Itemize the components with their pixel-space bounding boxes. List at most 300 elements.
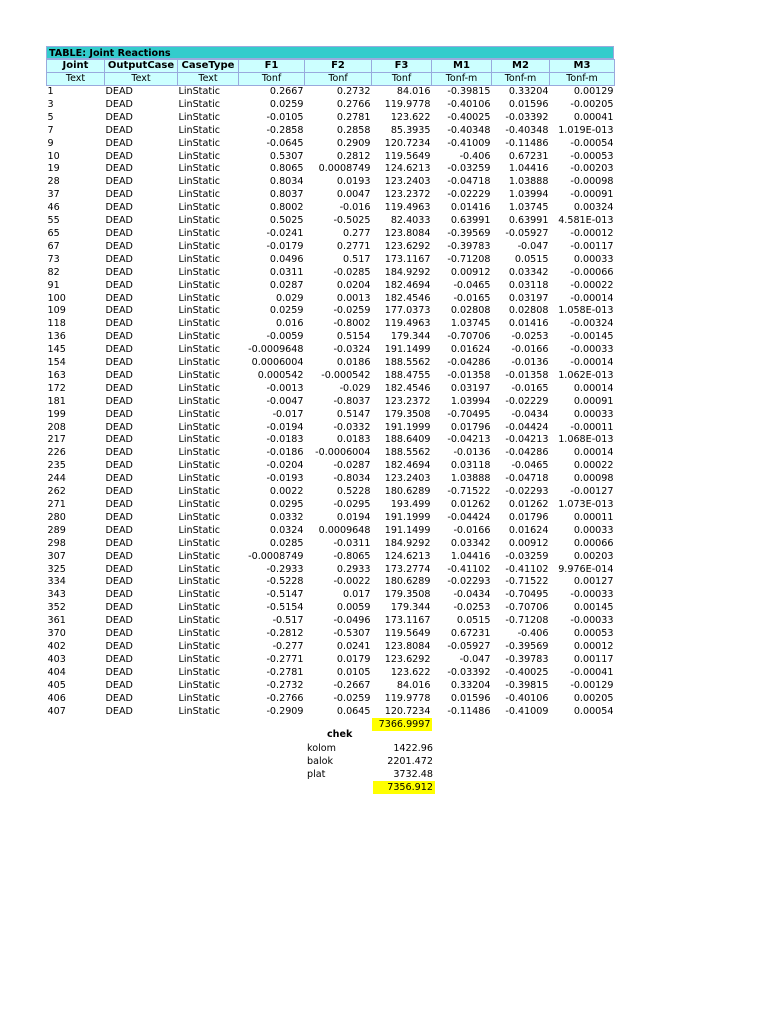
cell-joint: 46	[47, 202, 60, 214]
cell-joint: 343	[47, 589, 66, 601]
cell-m1: -0.406	[459, 150, 491, 162]
cell-joint: 199	[47, 408, 66, 420]
cell-m3: -0.00117	[570, 240, 614, 252]
cell-casetype: LinStatic	[178, 615, 221, 627]
cell-joint: 280	[47, 511, 66, 523]
cell-m2: 0.01624	[508, 524, 549, 536]
table-row	[47, 564, 615, 577]
cell-m1: 0.03197	[450, 382, 491, 394]
table-row	[47, 163, 615, 176]
cell-f3: 184.9292	[384, 537, 431, 549]
cell-m3: 0.00014	[573, 382, 614, 394]
cell-m3: 0.00022	[573, 460, 614, 472]
col-header-casetype: CaseType	[178, 60, 239, 73]
cell-outputcase: DEAD	[105, 279, 133, 291]
cell-f2: -0.0006004	[315, 447, 371, 459]
cell-m2: 1.03994	[508, 189, 549, 201]
cell-casetype: LinStatic	[178, 537, 221, 549]
cell-outputcase: DEAD	[105, 511, 133, 523]
cell-f2: -0.8034	[333, 473, 371, 485]
cell-casetype: LinStatic	[178, 279, 221, 291]
cell-m1: -0.0165	[453, 292, 491, 304]
cell-f3: 119.9778	[384, 98, 431, 110]
cell-f1: -0.2771	[266, 653, 304, 665]
cell-f2: 0.277	[343, 227, 371, 239]
cell-f1: -0.5154	[266, 602, 304, 614]
cell-m3: 0.00129	[573, 86, 614, 97]
cell-m2: 0.01796	[508, 511, 549, 523]
cell-m2: -0.0136	[511, 357, 549, 369]
table-row	[47, 589, 615, 602]
cell-casetype: LinStatic	[178, 434, 221, 446]
cell-f2: -0.016	[339, 202, 371, 214]
cell-m1: -0.0465	[453, 279, 491, 291]
cell-f1: -0.017	[272, 408, 304, 420]
cell-outputcase: DEAD	[105, 150, 133, 162]
cell-m3: -0.00324	[570, 318, 614, 330]
cell-f3: 184.9292	[384, 266, 431, 278]
cell-m3: -0.00127	[570, 486, 614, 498]
col-header-m3: M3	[550, 60, 615, 73]
cell-f1: -0.0186	[266, 447, 304, 459]
cell-f1: 0.0285	[269, 537, 304, 549]
cell-casetype: LinStatic	[178, 408, 221, 420]
cell-f1: 0.8037	[269, 189, 304, 201]
cell-m1: -0.02229	[447, 189, 491, 201]
cell-joint: 244	[47, 473, 66, 485]
table-row	[47, 318, 615, 331]
cell-m3: 9.976E-014	[558, 563, 614, 575]
cell-m3: -0.00091	[570, 189, 614, 201]
cell-m3: -0.00014	[570, 292, 614, 304]
cell-joint: 262	[47, 486, 66, 498]
cell-m3: 0.00091	[573, 395, 614, 407]
cell-f1: -0.277	[272, 640, 304, 652]
cell-m2: -0.0166	[511, 344, 549, 356]
cell-m2: -0.406	[517, 628, 549, 640]
cell-m1: -0.39783	[447, 240, 491, 252]
cell-joint: 407	[47, 705, 66, 717]
cell-casetype: LinStatic	[178, 499, 221, 510]
unit-f1: Tonf	[239, 73, 305, 86]
cell-m1: -0.0253	[453, 602, 491, 614]
cell-casetype: LinStatic	[178, 240, 221, 252]
cell-f3: 119.9778	[384, 692, 431, 704]
cell-m2: -0.04286	[505, 447, 549, 459]
check-row	[305, 768, 435, 781]
cell-joint: 9	[47, 137, 54, 149]
cell-f2: -0.0259	[333, 305, 371, 317]
table-row	[47, 628, 615, 641]
table-row	[47, 641, 615, 654]
cell-joint: 154	[47, 357, 66, 369]
cell-f1: 0.0295	[269, 499, 304, 510]
cell-m2: -0.03392	[505, 111, 549, 123]
cell-m3: -0.00203	[570, 163, 614, 175]
col-header-f2: F2	[305, 60, 372, 73]
cell-f1: 0.8002	[269, 202, 304, 214]
cell-f2: 0.2766	[336, 98, 371, 110]
cell-m3: 0.00033	[573, 253, 614, 265]
cell-m1: 0.02808	[450, 305, 491, 317]
table-row	[47, 86, 615, 99]
cell-joint: 118	[47, 318, 66, 330]
cell-f3: 119.4963	[384, 202, 431, 214]
table-row	[47, 228, 615, 241]
cell-joint: 109	[47, 305, 66, 317]
cell-casetype: LinStatic	[178, 344, 221, 356]
cell-outputcase: DEAD	[105, 369, 133, 381]
cell-f3: 188.6409	[384, 434, 431, 446]
cell-outputcase: DEAD	[105, 434, 133, 446]
cell-casetype: LinStatic	[178, 163, 221, 175]
table-body	[47, 86, 615, 719]
cell-m2: -0.40025	[505, 666, 549, 678]
cell-f1: -0.517	[272, 615, 304, 627]
cell-f2: 0.0179	[336, 653, 371, 665]
check-sum: 7356.912	[373, 781, 435, 794]
cell-f1: 0.0324	[269, 524, 304, 536]
cell-joint: 65	[47, 227, 60, 239]
cell-casetype: LinStatic	[178, 692, 221, 704]
check-title: chek	[327, 729, 353, 740]
cell-m2: 0.00912	[508, 537, 549, 549]
table-row	[47, 254, 615, 267]
cell-outputcase: DEAD	[105, 679, 133, 691]
cell-m1: -0.11486	[447, 705, 491, 717]
cell-m3: 0.00117	[573, 653, 614, 665]
cell-joint: 1	[47, 86, 54, 97]
cell-m2: 0.0515	[514, 253, 549, 265]
cell-f1: 0.5307	[269, 150, 304, 162]
cell-outputcase: DEAD	[105, 382, 133, 394]
cell-casetype: LinStatic	[178, 150, 221, 162]
cell-m3: 0.00053	[573, 628, 614, 640]
cell-f1: 0.0332	[269, 511, 304, 523]
cell-m2: -0.71522	[505, 576, 549, 588]
cell-casetype: LinStatic	[178, 486, 221, 498]
cell-f1: -0.0204	[266, 460, 304, 472]
cell-f3: 182.4694	[384, 279, 431, 291]
cell-m3: -0.00033	[570, 589, 614, 601]
cell-joint: 100	[47, 292, 66, 304]
col-header-joint: Joint	[47, 60, 105, 73]
cell-f2: 0.0645	[336, 705, 371, 717]
cell-casetype: LinStatic	[178, 382, 221, 394]
cell-m2: -0.39569	[505, 640, 549, 652]
cell-m1: -0.39815	[447, 86, 491, 97]
check-block	[305, 728, 435, 794]
cell-casetype: LinStatic	[178, 705, 221, 717]
cell-casetype: LinStatic	[178, 253, 221, 265]
cell-joint: 55	[47, 215, 60, 227]
cell-f1: 0.5025	[269, 215, 304, 227]
cell-f3: 180.6289	[384, 576, 431, 588]
cell-f1: 0.2667	[269, 86, 304, 97]
table-row	[47, 99, 615, 112]
cell-f3: 188.4755	[384, 369, 431, 381]
cell-outputcase: DEAD	[105, 524, 133, 536]
cell-casetype: LinStatic	[178, 86, 221, 97]
cell-joint: 403	[47, 653, 66, 665]
cell-f1: -0.2766	[266, 692, 304, 704]
table-row	[47, 331, 615, 344]
cell-m3: 1.019E-013	[558, 124, 614, 136]
cell-outputcase: DEAD	[105, 692, 133, 704]
cell-joint: 298	[47, 537, 66, 549]
cell-m1: -0.40106	[447, 98, 491, 110]
cell-f1: -0.0009648	[248, 344, 304, 356]
cell-f1: 0.0022	[269, 486, 304, 498]
cell-m2: 0.63991	[508, 215, 549, 227]
cell-f1: -0.0047	[266, 395, 304, 407]
cell-f1: -0.2781	[266, 666, 304, 678]
cell-m2: -0.02293	[505, 486, 549, 498]
cell-casetype: LinStatic	[178, 460, 221, 472]
cell-joint: 370	[47, 628, 66, 640]
cell-f3: 119.4963	[384, 318, 431, 330]
table-row	[47, 280, 615, 293]
cell-m3: -0.00066	[570, 266, 614, 278]
table-row	[47, 125, 615, 138]
cell-f2: -0.0259	[333, 692, 371, 704]
unit-f2: Tonf	[305, 73, 372, 86]
cell-m2: -0.39783	[505, 653, 549, 665]
cell-outputcase: DEAD	[105, 318, 133, 330]
cell-f2: 0.0183	[336, 434, 371, 446]
table-row	[47, 138, 615, 151]
cell-m1: -0.41009	[447, 137, 491, 149]
cell-f2: -0.0022	[333, 576, 371, 588]
cell-m2: -0.04213	[505, 434, 549, 446]
cell-joint: 3	[47, 98, 54, 110]
col-header-f3: F3	[372, 60, 432, 73]
cell-m3: -0.00014	[570, 357, 614, 369]
table-row	[47, 486, 615, 499]
unit-joint: Text	[47, 73, 105, 86]
cell-m1: -0.40348	[447, 124, 491, 136]
cell-f2: -0.000542	[321, 369, 371, 381]
cell-f3: 188.5562	[384, 447, 431, 459]
cell-joint: 226	[47, 447, 66, 459]
cell-m2: -0.41009	[505, 705, 549, 717]
cell-casetype: LinStatic	[178, 318, 221, 330]
cell-joint: 402	[47, 640, 66, 652]
cell-outputcase: DEAD	[105, 111, 133, 123]
cell-m3: 1.062E-013	[558, 369, 614, 381]
cell-m3: 0.00324	[573, 202, 614, 214]
joint-reactions-table	[46, 59, 615, 731]
table-row	[47, 422, 615, 435]
cell-joint: 163	[47, 369, 66, 381]
cell-m3: 1.073E-013	[558, 499, 614, 510]
cell-m1: 0.01624	[450, 344, 491, 356]
table-row	[47, 525, 615, 538]
cell-f2: 0.0059	[336, 602, 371, 614]
table-row	[47, 370, 615, 383]
table-row	[47, 396, 615, 409]
cell-f3: 119.5649	[384, 150, 431, 162]
cell-m1: -0.0434	[453, 589, 491, 601]
unit-m1: Tonf-m	[432, 73, 492, 86]
cell-m1: -0.71208	[447, 253, 491, 265]
cell-f1: 0.000542	[257, 369, 304, 381]
cell-f3: 173.1167	[384, 253, 431, 265]
cell-f2: 0.2812	[336, 150, 371, 162]
cell-m3: -0.00041	[570, 666, 614, 678]
cell-casetype: LinStatic	[178, 266, 221, 278]
cell-outputcase: DEAD	[105, 628, 133, 640]
cell-m2: -0.11486	[505, 137, 549, 149]
cell-outputcase: DEAD	[105, 550, 133, 562]
cell-f1: -0.0193	[266, 473, 304, 485]
cell-f3: 123.2372	[384, 189, 431, 201]
cell-f3: 123.2403	[384, 473, 431, 485]
table-row	[47, 202, 615, 215]
cell-casetype: LinStatic	[178, 369, 221, 381]
cell-f3: 123.6292	[384, 240, 431, 252]
check-value: 3732.48	[393, 769, 433, 780]
cell-casetype: LinStatic	[178, 215, 221, 227]
cell-f1: -0.0645	[266, 137, 304, 149]
cell-m2: 0.03118	[508, 279, 549, 291]
cell-f3: 179.344	[390, 331, 431, 343]
cell-m3: -0.00033	[570, 344, 614, 356]
cell-f3: 123.8084	[384, 640, 431, 652]
cell-outputcase: DEAD	[105, 86, 133, 97]
cell-joint: 37	[47, 189, 60, 201]
cell-m3: 0.00033	[573, 408, 614, 420]
cell-f3: 123.8084	[384, 227, 431, 239]
cell-f1: 0.8034	[269, 176, 304, 188]
cell-m1: -0.01358	[447, 369, 491, 381]
cell-f2: 0.017	[343, 589, 371, 601]
cell-f3: 182.4546	[384, 382, 431, 394]
cell-f2: -0.2667	[333, 679, 371, 691]
table-row	[47, 434, 615, 447]
cell-f1: 0.0006004	[251, 357, 304, 369]
cell-f1: -0.0013	[266, 382, 304, 394]
cell-outputcase: DEAD	[105, 305, 133, 317]
table-row	[47, 344, 615, 357]
cell-f1: 0.0496	[269, 253, 304, 265]
cell-f2: -0.8002	[333, 318, 371, 330]
cell-outputcase: DEAD	[105, 537, 133, 549]
table-title: TABLE: Joint Reactions	[46, 46, 614, 59]
table-row	[47, 189, 615, 202]
cell-casetype: LinStatic	[178, 589, 221, 601]
cell-joint: 208	[47, 421, 66, 433]
cell-outputcase: DEAD	[105, 447, 133, 459]
cell-f3: 191.1999	[384, 421, 431, 433]
cell-m1: 0.01796	[450, 421, 491, 433]
table-row	[47, 215, 615, 228]
cell-m1: 0.33204	[450, 679, 491, 691]
cell-casetype: LinStatic	[178, 679, 221, 691]
cell-outputcase: DEAD	[105, 421, 133, 433]
cell-m1: 0.0515	[456, 615, 491, 627]
cell-casetype: LinStatic	[178, 563, 221, 575]
check-row	[305, 742, 435, 755]
table-row	[47, 499, 615, 512]
column-header-row	[47, 60, 615, 73]
cell-m1: -0.05927	[447, 640, 491, 652]
cell-casetype: LinStatic	[178, 421, 221, 433]
cell-m1: 1.04416	[450, 550, 491, 562]
cell-f2: -0.0295	[333, 499, 371, 510]
cell-m3: 0.00014	[573, 447, 614, 459]
cell-casetype: LinStatic	[178, 653, 221, 665]
cell-m2: -0.70495	[505, 589, 549, 601]
cell-m1: 0.01596	[450, 692, 491, 704]
table-row	[47, 473, 615, 486]
cell-f2: -0.0496	[333, 615, 371, 627]
cell-casetype: LinStatic	[178, 357, 221, 369]
cell-f2: 0.2732	[336, 86, 371, 97]
cell-joint: 404	[47, 666, 66, 678]
cell-m3: -0.00053	[570, 150, 614, 162]
cell-m1: -0.0166	[453, 524, 491, 536]
cell-joint: 136	[47, 331, 66, 343]
cell-m3: 0.00011	[573, 511, 614, 523]
cell-outputcase: DEAD	[105, 98, 133, 110]
cell-f1: 0.0311	[269, 266, 304, 278]
cell-m2: -0.40348	[505, 124, 549, 136]
cell-m2: -0.40106	[505, 692, 549, 704]
cell-f2: 0.0204	[336, 279, 371, 291]
cell-m3: 0.00145	[573, 602, 614, 614]
cell-f1: -0.5147	[266, 589, 304, 601]
cell-f3: 120.7234	[384, 137, 431, 149]
cell-casetype: LinStatic	[178, 292, 221, 304]
unit-f3: Tonf	[372, 73, 432, 86]
cell-f2: -0.0311	[333, 537, 371, 549]
cell-joint: 405	[47, 679, 66, 691]
cell-f2: -0.0287	[333, 460, 371, 472]
cell-casetype: LinStatic	[178, 602, 221, 614]
cell-outputcase: DEAD	[105, 266, 133, 278]
cell-casetype: LinStatic	[178, 98, 221, 110]
cell-f3: 182.4546	[384, 292, 431, 304]
cell-outputcase: DEAD	[105, 227, 133, 239]
check-label: kolom	[307, 743, 336, 754]
cell-outputcase: DEAD	[105, 499, 133, 510]
cell-m1: 1.03888	[450, 473, 491, 485]
cell-m2: 0.01416	[508, 318, 549, 330]
cell-outputcase: DEAD	[105, 357, 133, 369]
cell-f3: 123.622	[390, 666, 431, 678]
cell-f2: 0.5147	[336, 408, 371, 420]
cell-outputcase: DEAD	[105, 137, 133, 149]
cell-f3: 173.2774	[384, 563, 431, 575]
f3-total: 7366.9997	[372, 718, 432, 731]
cell-m3: -0.00033	[570, 615, 614, 627]
unit-m3: Tonf-m	[550, 73, 615, 86]
cell-outputcase: DEAD	[105, 460, 133, 472]
cell-casetype: LinStatic	[178, 524, 221, 536]
cell-f2: 0.5154	[336, 331, 371, 343]
cell-m2: 0.33204	[508, 86, 549, 97]
cell-f3: 124.6213	[384, 163, 431, 175]
cell-f2: 0.2933	[336, 563, 371, 575]
cell-f1: -0.5228	[266, 576, 304, 588]
cell-joint: 334	[47, 576, 66, 588]
cell-m2: -0.02229	[505, 395, 549, 407]
cell-m2: -0.0253	[511, 331, 549, 343]
cell-outputcase: DEAD	[105, 344, 133, 356]
cell-m2: 1.03888	[508, 176, 549, 188]
cell-joint: 181	[47, 395, 66, 407]
